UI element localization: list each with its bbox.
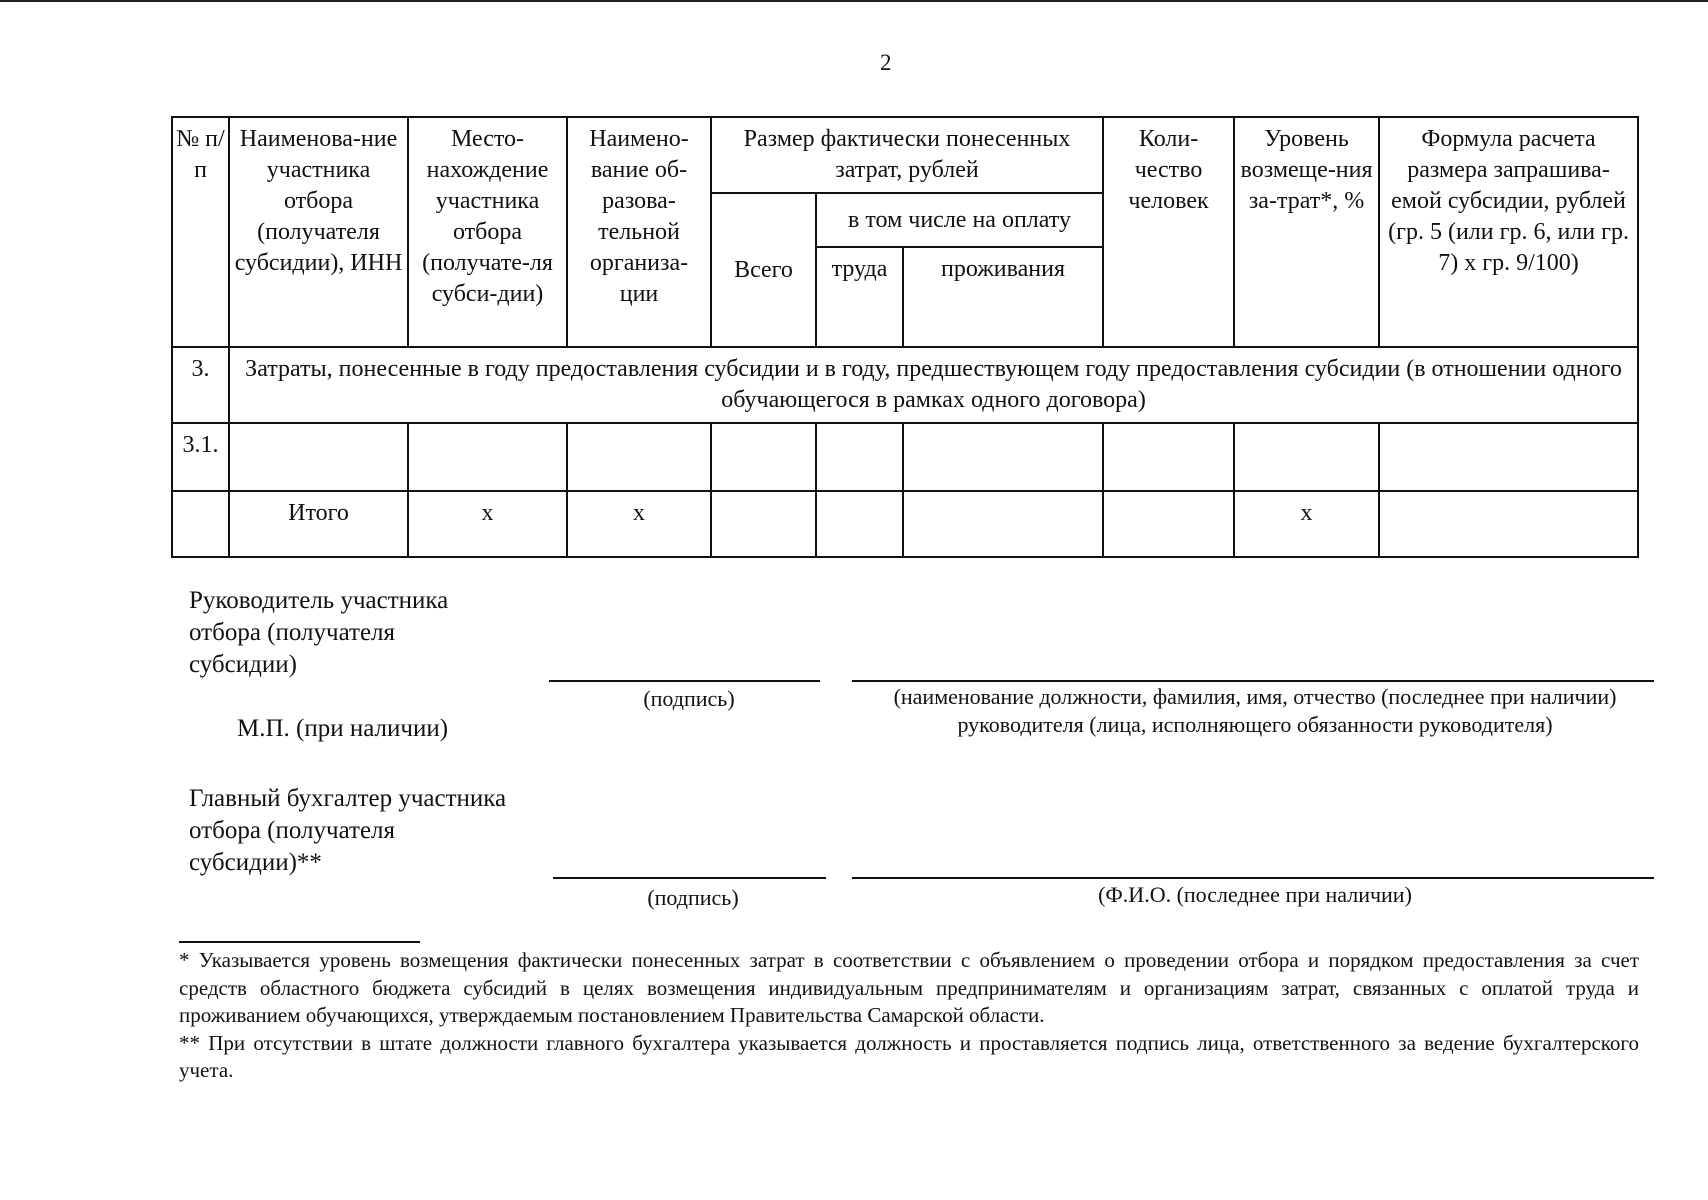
empty-cell — [229, 423, 408, 491]
total-level-mark: х — [1234, 491, 1379, 557]
empty-cell — [816, 423, 903, 491]
total-row — [172, 491, 1638, 557]
empty-cell — [1379, 423, 1638, 491]
total-edu-org-mark: х — [567, 491, 711, 557]
top-border-line — [0, 0, 1708, 2]
header-location: Место-нахождение участника отбора (получате-ля субси-дии) — [408, 117, 567, 347]
empty-cell — [816, 491, 903, 557]
head-name-line — [852, 680, 1654, 682]
head-sign-caption: (подпись) — [643, 686, 735, 711]
footnote-separator — [179, 941, 420, 943]
header-formula: Формула расчета размера запрашива-емой субсидии, рублей (гр. 5 (или гр. 6, или гр. 7) х гр. 9/100) — [1379, 117, 1638, 347]
table-row — [172, 423, 1638, 491]
empty-cell — [1103, 491, 1234, 557]
accountant-signature-line — [553, 877, 826, 879]
header-edu-org: Наимено-вание об-разова-тельной организа-ции — [567, 117, 711, 347]
footnote-1: * Указывается уровень возмещения фактически понесенных затрат в соответствии с объявлением о проведении отбора и порядком предоставления за счет средств областного бюджета субсидий в целях возмещения индивидуальным предпринимателям и организациям затрат, связанных с оплатой труда и проживанием обучающихся, утверждаемым постановлением Правительства Самарской области. — [179, 948, 1639, 1027]
total-label: Итого — [229, 491, 408, 557]
empty-cell — [903, 423, 1103, 491]
footnotes — [179, 947, 1639, 1085]
empty-cell — [903, 491, 1103, 557]
empty-cell — [1234, 423, 1379, 491]
empty-cell — [711, 491, 816, 557]
stamp-label: М.П. (при наличии) — [237, 715, 449, 742]
head-signature-line — [549, 680, 820, 682]
accountant-name-line — [852, 877, 1654, 879]
header-num: № п/п — [172, 117, 229, 347]
header-including: в том числе на оплату — [816, 193, 1103, 247]
accountant-name-caption: (Ф.И.О. (последнее при наличии) — [1098, 882, 1412, 907]
accountant-label: Главный бухгалтер участника отбора (получателя субсидии)** — [189, 785, 507, 876]
header-count: Коли-чество человек — [1103, 117, 1234, 347]
header-name: Наименова-ние участника отбора (получателя субсидии), ИНН — [229, 117, 408, 347]
footnote-2: ** При отсутствии в штате должности главного бухгалтера указывается должность и проставляется подпись лица, ответственного за ведение бухгалтерского учета. — [179, 1030, 1639, 1082]
empty-cell — [1103, 423, 1234, 491]
header-living: проживания — [903, 247, 1103, 347]
subsidy-table — [171, 116, 1639, 558]
empty-cell — [711, 423, 816, 491]
section-title: Затраты, понесенные в году предоставления субсидии и в году, предшествующем году предоставления субсидии (в отношении одного обучающегося в рамках одного договора) — [229, 347, 1638, 423]
total-location-mark: х — [408, 491, 567, 557]
page-number: 2 — [880, 50, 892, 75]
head-name-caption: (наименование должности, фамилия, имя, отчество (последнее при наличии) руководителя (лица, исполняющего обязанности руководителя) — [893, 684, 1617, 737]
section-number: 3. — [172, 347, 229, 423]
section-row — [172, 347, 1638, 423]
header-level: Уровень возмеще-ния за-трат*, % — [1234, 117, 1379, 347]
header-total: Всего — [711, 193, 816, 347]
row-number: 3.1. — [172, 423, 229, 491]
empty-cell — [408, 423, 567, 491]
accountant-sign-caption: (подпись) — [647, 885, 739, 910]
table-header-row — [172, 117, 1638, 193]
empty-cell — [567, 423, 711, 491]
head-label: Руководитель участника отбора (получателя субсидии) — [189, 587, 449, 678]
empty-cell — [172, 491, 229, 557]
header-costs-group: Размер фактически понесенных затрат, рублей — [711, 117, 1103, 193]
empty-cell — [1379, 491, 1638, 557]
header-labor: труда — [816, 247, 903, 347]
